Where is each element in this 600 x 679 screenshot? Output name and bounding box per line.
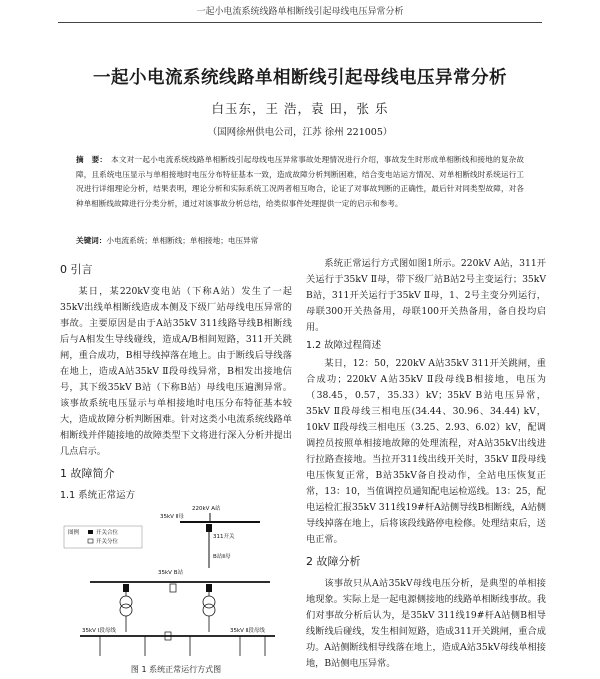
- normal-mode-paragraph: 系统正常运行方式图如图1所示。220kV A站，311开关运行于35kV Ⅱ母，带下级厂站B站2号主变运行；35kV B站，311开关运行于35kV Ⅱ母，1、2号主变分列运行，母联300开关热备用，母联100开关热备用，备自投均启用。: [306, 258, 546, 333]
- fault-process-paragraph: 某日，12：50，220kV A站35kV 311开关跳闸，重合成功；220kV A站35kV Ⅱ段母线B相接地，电压为（38.45，0.57，35.33）kV；35kV B站电压异常，35kV Ⅱ段母线三相电压(34.44、30.96、34.44) kV，10kV Ⅱ段母线三相电压（3.25、2.93、6.02）kV，配调调控员按照单相接地故障的处理流程，对A站35kV出线进行拉路查接地。当拉开311线出线开关时，35kV Ⅱ段母线电压恢复正常，B站35kV备自投动作，全站电压恢复正常，13：10，当值调控员通知配电运检巡线。13：25，配电运检汇报35kV 311线19#杆A站侧导线B相断线，A站侧导线掉落在地上，后将该段线路停电检修。处理结束后，送电正常。: [306, 358, 546, 545]
- figure-1: [60, 498, 292, 663]
- legend-open-label: 开关分位: [96, 539, 119, 545]
- subsection-heading-normal-mode: 1.1 系统正常运方: [60, 490, 136, 501]
- header-rule: [58, 22, 542, 23]
- legend-closed-swatch: [88, 530, 93, 534]
- right-column: [306, 256, 546, 672]
- legend-closed-label: 开关合位: [96, 530, 119, 536]
- keywords: [76, 234, 524, 248]
- b-breaker-2: [206, 584, 212, 592]
- transformer-2-bottom: [203, 604, 215, 616]
- line-left-label: 311开关: [213, 534, 235, 540]
- breaker-311: [206, 524, 212, 532]
- running-head: 一起小电流系统线路单相断线引起母线电压异常分析: [196, 7, 404, 17]
- line-right-label: B站Ⅱ母: [213, 554, 231, 560]
- b-bus-tie-300: [170, 584, 176, 592]
- fault-analysis-paragraph: 该事故只从A站35kV母线电压分析，是典型的单相接地现象。实际上是一起电源侧接地的线路单相断线事故。我们对事故分析后认为，是35kV 311线19#杆A站侧B相导线断线后碰线，发生相间短路，造成311开关跳闸，重合成功。A站侧断线相导线落在地上，造成A站35kV母线单相接地，B站侧电压异常。: [306, 578, 546, 669]
- bottom-right-label: 35kV Ⅱ段母线: [230, 628, 265, 634]
- authors: 白玉东，王 浩，袁 田，张 乐: [211, 101, 389, 116]
- bus-35-label: 35kV Ⅱ母: [160, 514, 184, 520]
- section-heading-fault-analysis: 2 故障分析: [306, 555, 361, 568]
- subsection-heading-fault-process: 1.2 故障过程简述: [306, 340, 382, 351]
- affiliation: （国网徐州供电公司，江苏 徐州 221005）: [207, 127, 393, 138]
- legend-title: 图例: [68, 530, 80, 536]
- figure-caption: 图 1 系统正常运行方式图: [130, 665, 222, 674]
- intro-paragraph: 某日，某220kV变电站（下称A站）发生了一起35kV出线单相断线造成本侧及下级厂站母线电压异常的事故。主要原因是由于A站35kV 311线路导线B相断线后与A相发生导线碰线，造成A/B相间短路，311开关跳闸，重合成功，B相导线掉落在地上。由于断线后导线落在地上，造成A站35kV Ⅱ段母线异常，B相发出接地信号，其下级35kV B站（下称B站）母线电压遍测异常。该事故系统电压显示与单相接地时电压分布特征基本较大，造成故障分析判断困难。针对这类小电流系统线路单相断线并伴随接地的故障类型下文将进行深入分析并提出几点启示。: [60, 286, 292, 457]
- section-heading-fault-intro: 1 故障简介: [60, 467, 115, 480]
- paper-title: 一起小电流系统线路单相断线引起母线电压异常分析: [93, 68, 507, 88]
- abstract-label: 摘 要：: [76, 155, 108, 164]
- system-diagram: [60, 498, 292, 663]
- abstract: [76, 153, 524, 211]
- keywords-text: 小电流系统；单相断线；单相接地；电压异常: [106, 236, 259, 245]
- b-breaker-1: [123, 584, 129, 592]
- abstract-text: 本文对一起小电流系统线路单相断线引起母线电压异常事故处理情况进行介绍，事故发生时形成单相断线和接地的复杂故障，且系统电压显示与单相接地时电压分布特征基本一致，造成故障分析判断困难，结合变电站运方情况、对单相断线时系统运行工况进行详细理论分析，结果表明，理论分析和实际系统工况两者相互吻合，论证了对事故判断的正确性，最后针对同类型故障，对各种单相断线故障进行分类分析，通过对该事故分析总结，给类似事件处理提供一定的启示和参考。: [76, 155, 524, 208]
- transformer-1-bottom: [120, 604, 132, 616]
- section-heading-intro: 0 引言: [60, 263, 93, 276]
- legend-open-swatch: [88, 539, 93, 543]
- left-column: [60, 256, 292, 506]
- keywords-label: 关键词：: [76, 236, 107, 245]
- bottom-left-label: 35kV Ⅰ段母线: [82, 628, 116, 634]
- bus-220-label: 220kV A站: [192, 506, 221, 512]
- b-station-label: 35kV B站: [158, 570, 183, 576]
